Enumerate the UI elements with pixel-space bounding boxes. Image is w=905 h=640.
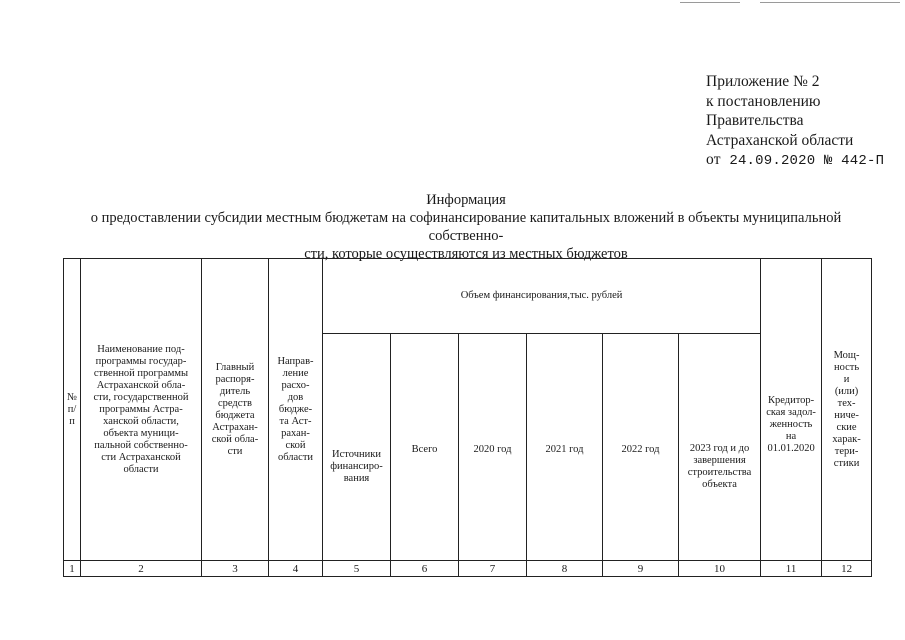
column-number: 5 [323, 561, 391, 577]
header-text-line: ской обла- [211, 433, 259, 445]
column-number: 12 [822, 561, 872, 577]
column-number: 8 [527, 561, 603, 577]
column-number: 7 [459, 561, 527, 577]
header-text-line: Мощ- [833, 349, 860, 361]
column-number: 1 [64, 561, 81, 577]
header-text-line: Направ- [277, 355, 314, 367]
appendix-line: Правительства [706, 112, 804, 129]
header-text-line: стики [833, 457, 860, 469]
header-text-line: № [66, 391, 78, 403]
header-text-line: строительства [687, 467, 752, 478]
scan-artifact-line [760, 2, 900, 3]
header-text-line: рахан- [281, 427, 310, 439]
column-number: 2 [81, 561, 202, 577]
header-text-line: области [123, 463, 159, 475]
header-text-line: п/ [67, 403, 77, 415]
header-text-line: 01.01.2020 [767, 442, 815, 454]
header-text-line: программы Астра- [99, 403, 183, 415]
header-text-line: сти Астраханской [101, 451, 181, 463]
header-text-line: бюдже- [278, 403, 313, 415]
column-number: 6 [391, 561, 459, 577]
header-2023 [679, 334, 761, 561]
header-text-line: расхо- [281, 379, 310, 391]
header-text-line: области [277, 451, 314, 463]
header-text-line: ление [282, 367, 309, 379]
column-number: 9 [603, 561, 679, 577]
appendix-date-line [706, 150, 896, 172]
header-total: Всего [391, 334, 459, 561]
header-text-line: объекта муници- [103, 427, 179, 439]
appendix-line: Астраханской области [706, 131, 854, 149]
header-debt [761, 259, 822, 561]
appendix-line: к постановлению [706, 92, 821, 110]
header-text-line: Источники [332, 449, 381, 460]
header-text-line: средств [218, 397, 252, 409]
header-text-line: финансиро- [330, 461, 383, 472]
scan-artifact-line [680, 2, 740, 3]
header-text-line: и [843, 373, 850, 385]
header-text-line: Астрахан- [212, 421, 258, 433]
header-sources [323, 334, 391, 561]
header-text-line: программы государ- [95, 355, 187, 367]
header-text-line: женность [769, 418, 813, 430]
appendix-header [706, 72, 896, 172]
header-text-line: ственной программы [93, 367, 189, 379]
header-capacity [822, 259, 872, 561]
header-text-line: пальной собственно- [94, 439, 188, 451]
header-text-line: Наименование под- [97, 343, 185, 355]
column-numbers-row [64, 561, 872, 577]
header-text-line: ханской области, [103, 415, 179, 427]
document-title [60, 191, 872, 263]
header-text-line: тех- [837, 397, 856, 409]
title-line: сти, которые осуществляются из местных бюджетов [304, 246, 628, 262]
header-text-line: харак- [832, 433, 861, 445]
column-number: 3 [202, 561, 269, 577]
title-line: Информация [426, 192, 506, 208]
column-number: 4 [269, 561, 323, 577]
header-funding-group: Объем финансирования,тыс. рублей [323, 259, 761, 334]
header-text-line: п [69, 415, 75, 427]
header-text-line: та Аст- [279, 415, 312, 427]
header-text-line: на [785, 430, 797, 442]
header-text-line: объекта [702, 479, 737, 490]
column-number: 10 [679, 561, 761, 577]
header-text-line: (или) [834, 385, 859, 397]
column-number: 11 [761, 561, 822, 577]
header-direction [269, 259, 323, 561]
header-text-line: ские [836, 421, 857, 433]
header-text-line: Астраханской обла- [96, 379, 186, 391]
header-text-line: вания [343, 473, 370, 484]
header-text-line: Главный [215, 361, 255, 373]
header-text-line: распоря- [215, 373, 255, 385]
title-line: о предоставлении субсидии местным бюджетам на софинансирование капитальных вложений в объекты муниципальной собственно- [90, 210, 842, 244]
date-prefix: от [706, 151, 721, 168]
header-2021: 2021 год [527, 334, 603, 561]
appendix-line: Приложение № 2 [706, 73, 820, 90]
header-text-line: дитель [219, 385, 251, 397]
header-text-line: бюджета [215, 409, 255, 421]
header-name [81, 259, 202, 561]
header-text-line: тери- [834, 445, 859, 457]
header-2020: 2020 год [459, 334, 527, 561]
header-text-line: 2023 год и до [689, 443, 750, 454]
date-value: 24.09.2020 № 442-П [729, 153, 885, 169]
header-text-line: ской [285, 439, 306, 451]
header-num [64, 259, 81, 561]
header-manager [202, 259, 269, 561]
header-text-line: ская задол- [766, 406, 816, 418]
header-text-line: ниче- [834, 409, 859, 421]
funding-table [63, 258, 872, 577]
header-text-line: сти, государственной [93, 391, 189, 403]
header-2022: 2022 год [603, 334, 679, 561]
header-text-line: завершения [693, 455, 746, 466]
header-text-line: Кредитор- [767, 394, 815, 406]
header-text-line: дов [287, 391, 304, 403]
header-text-line: ность [833, 361, 860, 373]
header-text-line: сти [227, 445, 243, 457]
